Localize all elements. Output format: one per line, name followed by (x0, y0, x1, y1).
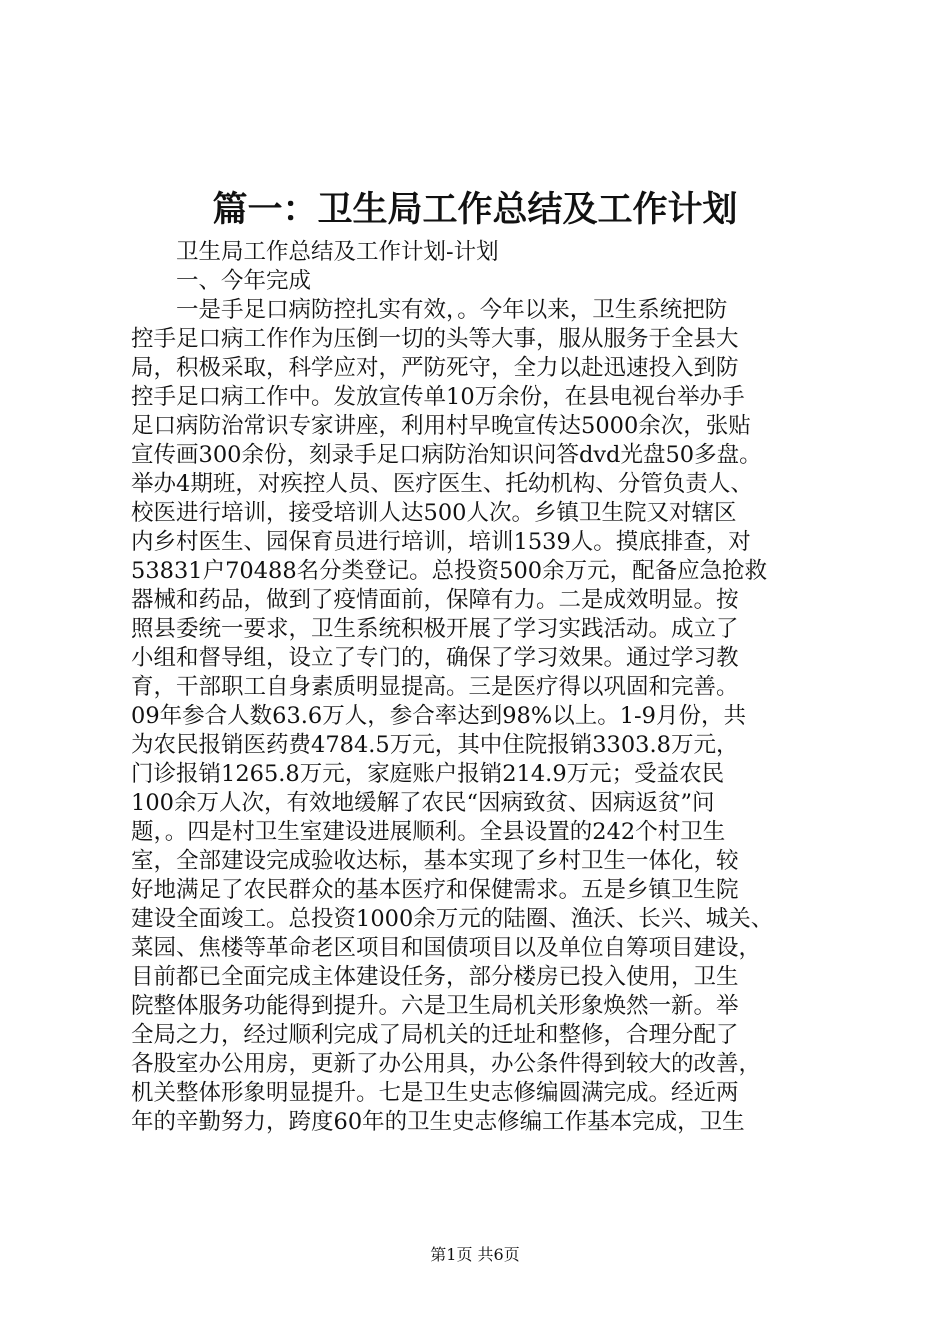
paragraph-line: 机关整体形象明显提升。七是卫生史志修编圆满完成。经近两 (131, 1080, 739, 1106)
paragraph-line: 一是手足口病防控扎实有效，。今年以来，卫生系统把防 (176, 297, 728, 323)
paragraph-line: 局，积极采取，科学应对，严防死守，全力以赴迅速投入到防 (131, 355, 739, 381)
paragraph-line: 器械和药品，做到了疫情面前，保障有力。二是成效明显。按 (131, 587, 739, 613)
paragraph-line: 室，全部建设完成验收达标，基本实现了乡村卫生一体化，较 (131, 848, 739, 874)
subtitle-line: 卫生局工作总结及工作计划-计划 (176, 239, 499, 265)
paragraph-line: 各股室办公用房，更新了办公用具，办公条件得到较大的改善， (131, 1051, 762, 1077)
paragraph-line: 育，干部职工自身素质明显提高。三是医疗得以巩固和完善。 (131, 674, 739, 700)
paragraph-line: 控手足口病工作作为压倒一切的头等大事，服从服务于全县大 (131, 326, 739, 352)
paragraph-line: 内乡村医生、园保育员进行培训，培训1539人。摸底排查，对 (131, 529, 751, 555)
paragraph-line: 足口病防治常识专家讲座，利用村早晚宣传达5000余次，张贴 (131, 413, 751, 439)
document-title: 篇一：卫生局工作总结及工作计划 (212, 189, 738, 230)
paragraph-line: 目前都已全面完成主体建设任务，部分楼房已投入使用，卫生 (131, 964, 739, 990)
paragraph-line: 建设全面竣工。总投资1000余万元的陆圈、渔沃、长兴、城关、 (131, 906, 774, 932)
paragraph-line: 题，。四是村卫生室建设进展顺利。全县设置的242个村卫生 (131, 819, 726, 845)
paragraph-line: 全局之力，经过顺利完成了局机关的迁址和整修，合理分配了 (131, 1022, 739, 1048)
paragraph-line: 校医进行培训，接受培训人达500人次。乡镇卫生院又对辖区 (131, 500, 737, 526)
paragraph-line: 菜园、焦楼等革命老区项目和国债项目以及单位自筹项目建设， (131, 935, 762, 961)
paragraph-line: 宣传画300余份，刻录手足口病防治知识问答dvd光盘50多盘。 (131, 442, 762, 468)
document-body (131, 238, 831, 1137)
paragraph-line: 院整体服务功能得到提升。六是卫生局机关形象焕然一新。举 (131, 993, 739, 1019)
paragraph-line: 100余万人次，有效地缓解了农民“因病致贫、因病返贫”问 (131, 790, 715, 816)
paragraph-line: 门诊报销1265.8万元，家庭账户报销214.9万元；受益农民 (131, 761, 725, 787)
paragraph-line: 53831户70488名分类登记。总投资500余万元，配备应急抢救 (131, 558, 768, 584)
paragraph-line: 为农民报销医药费4784.5万元，其中住院报销3303.8万元， (131, 732, 739, 758)
paragraph-line: 好地满足了农民群众的基本医疗和保健需求。五是乡镇卫生院 (131, 877, 739, 903)
paragraph-line: 小组和督导组，设立了专门的，确保了学习效果。通过学习教 (131, 645, 739, 671)
paragraph-line: 照县委统一要求，卫生系统积极开展了学习实践活动。成立了 (131, 616, 739, 642)
paragraph-line: 年的辛勤努力，跨度60年的卫生史志修编工作基本完成，卫生 (131, 1109, 745, 1135)
paragraph-line: 举办4期班，对疾控人员、医疗医生、托幼机构、分管负责人、 (131, 471, 753, 497)
page-number: 第1页 共6页 (430, 1245, 520, 1264)
section-heading: 一、今年完成 (176, 268, 312, 294)
paragraph-line: 09年参合人数63.6万人，参合率达到98%以上。1-9月份，共 (131, 703, 746, 729)
paragraph-line: 控手足口病工作中。发放宣传单10万余份，在县电视台举办手 (131, 384, 745, 410)
